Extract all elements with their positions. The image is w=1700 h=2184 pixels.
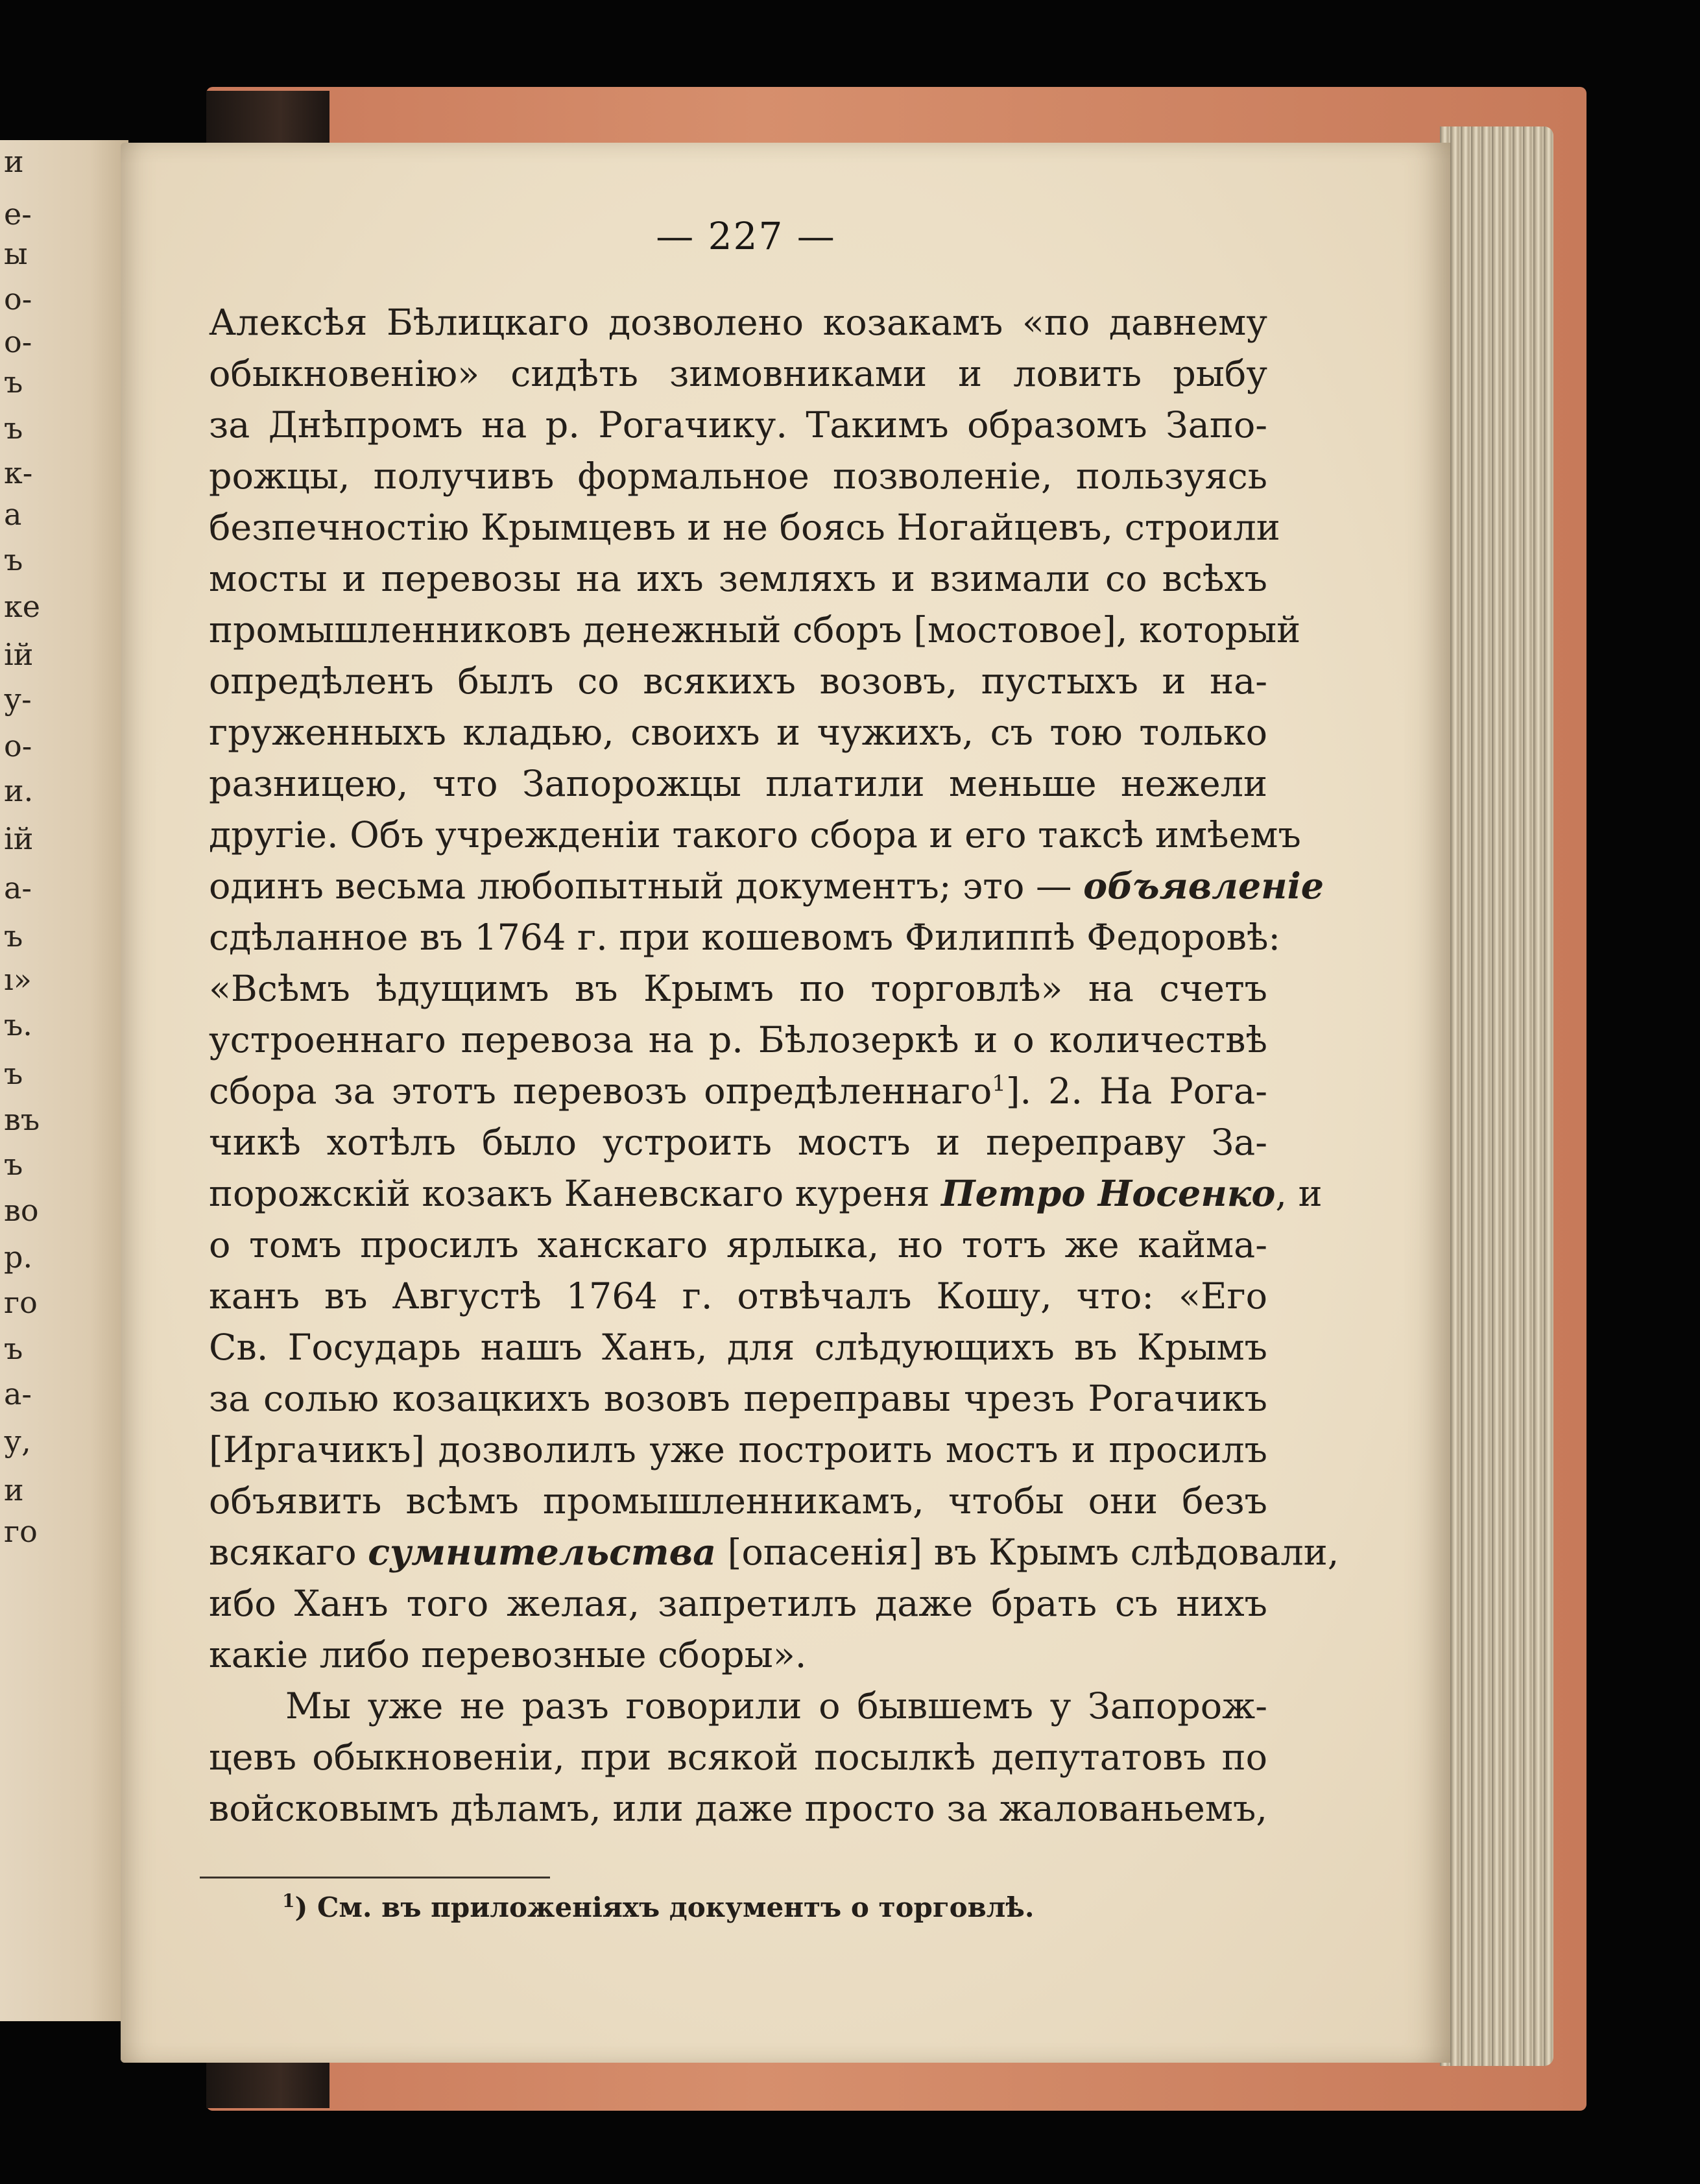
adjacent-left-page — [0, 140, 128, 2021]
footnote-mark: 1 — [282, 1890, 295, 1912]
left-page-text-fragment: ъ — [4, 918, 23, 954]
text-line: другіе. Объ учрежденіи такого сбора и его таксѣ имѣемъ — [209, 814, 1301, 856]
left-page-text-fragment: ı» — [4, 962, 32, 997]
left-page-text-fragment: ъ — [4, 1147, 23, 1182]
text-run: одинъ весьма любопытный документъ; это — — [209, 865, 1084, 907]
left-page-text-fragment: го — [4, 1285, 38, 1320]
text-line — [209, 1066, 1267, 1117]
left-page-text-fragment: а- — [4, 1376, 32, 1411]
text-line: цевъ обыкновеніи, при всякой посылкѣ депутатовъ по — [209, 1736, 1267, 1779]
text-run: ]. 2. На Рога- — [1005, 1070, 1268, 1112]
left-page-text-fragment: ъ — [4, 1056, 23, 1091]
left-page-text-fragment: го — [4, 1514, 38, 1549]
text-run: сбора за этотъ перевозъ опредѣленнаго — [209, 1070, 992, 1112]
left-page-text-fragment: о- — [4, 282, 32, 317]
text-line: какіе либо перевозные сборы». — [209, 1634, 807, 1676]
left-page-text-fragment: а- — [4, 870, 32, 906]
text-line: устроеннаго перевоза на р. Бѣлозеркѣ и о количествѣ — [209, 1019, 1267, 1061]
text-line: Св. Государь нашъ Ханъ, для слѣдующихъ въ Крымъ — [209, 1326, 1267, 1369]
emphasis-text: объявленіе — [1083, 865, 1324, 907]
left-page-text-fragment: въ — [4, 1102, 40, 1137]
left-page-text-fragment: р. — [4, 1240, 33, 1275]
left-page-text-fragment: к- — [4, 455, 33, 490]
left-page-text-fragment: ій — [4, 637, 34, 672]
text-run: [опасенія] въ Крымъ слѣдовали, — [716, 1531, 1339, 1574]
left-page-text-fragment: во — [4, 1193, 39, 1228]
text-line: рожцы, получивъ формальное позволеніе, пользуясь — [209, 455, 1267, 498]
text-line: о томъ просилъ ханскаго ярлыка, но тотъ же каймa- — [209, 1224, 1267, 1266]
left-page-text-fragment: и — [4, 144, 24, 179]
left-page-text-fragment: е- — [4, 197, 32, 232]
text-line: объявить всѣмъ промышленникамъ, чтобы они безъ — [209, 1480, 1267, 1522]
footnote-ref: 1 — [992, 1070, 1006, 1097]
left-page-text-fragment: ъ — [4, 411, 23, 446]
text-line: мосты и перевозы на ихъ земляхъ и взимали со всѣхъ — [209, 558, 1267, 600]
footnote — [282, 1885, 1190, 1930]
text-line: Мы уже не разъ говорили о бывшемъ у Запорож- — [285, 1685, 1267, 1727]
text-run: порожскій козакъ Каневскаго куреня — [209, 1173, 942, 1215]
emphasis-text: сумнительства — [368, 1531, 717, 1574]
text-line: опредѣленъ былъ со всякихъ возовъ, пустыхъ и на- — [209, 660, 1267, 702]
text-line: безпечностію Крымцевъ и не боясь Ногайцевъ, строили — [209, 507, 1280, 549]
left-page-text-fragment: о- — [4, 324, 32, 359]
text-line — [209, 1527, 1339, 1578]
body-text — [209, 297, 1339, 1834]
text-line: канъ въ Августѣ 1764 г. отвѣчалъ Кошу, что: «Его — [209, 1275, 1267, 1317]
left-page-text-fragment: ъ — [4, 365, 23, 400]
text-line: обыкновенію» сидѣть зимовниками и ловить рыбу — [209, 353, 1267, 395]
text-line: [Иргачикъ] дозволилъ уже построить мостъ и просилъ — [209, 1429, 1267, 1471]
text-line: Алексѣя Бѣлицкаго дозволено козакамъ «по давнему — [209, 302, 1267, 344]
text-line — [209, 861, 1324, 912]
emphasis-text: Петро Носенко — [941, 1173, 1276, 1215]
left-page-text-fragment: у, — [4, 1424, 31, 1459]
left-page-text-fragment: ій — [4, 821, 34, 856]
text-line: за Днѣпромъ на р. Рогачику. Такимъ образомъ Запо- — [209, 404, 1267, 446]
text-line: груженныхъ кладью, своихъ и чужихъ, съ тою только — [209, 712, 1267, 754]
footnote-rule — [200, 1877, 550, 1878]
text-line: за солью козацкихъ возовъ переправы чрезъ Рогачикъ — [209, 1378, 1267, 1420]
left-page-text-fragment: ъ — [4, 1331, 23, 1366]
left-page-text-fragment: ы — [4, 236, 28, 271]
left-page-text-fragment: ке — [4, 589, 40, 624]
text-line — [209, 1168, 1323, 1219]
page-block-edge — [1440, 126, 1553, 2066]
page-number: — 227 — — [656, 214, 836, 258]
left-page-text-fragment: ъ — [4, 542, 23, 577]
left-page-text-fragment: у- — [4, 682, 32, 717]
left-page-text-fragment: и — [4, 1472, 24, 1507]
text-line: чикѣ хотѣлъ было устроить мостъ и переправу За- — [209, 1122, 1267, 1164]
left-page-text-fragment: ъ. — [4, 1007, 32, 1042]
text-line: ибо Ханъ того желая, запретилъ даже брать съ нихъ — [209, 1583, 1267, 1625]
left-page-text-fragment: о- — [4, 728, 32, 763]
text-line: войсковымъ дѣламъ, или даже просто за жалованьемъ, — [209, 1788, 1267, 1830]
text-line: «Всѣмъ ѣдущимъ въ Крымъ по торговлѣ» на счетъ — [209, 968, 1267, 1010]
footnote-text: ) См. въ приложеніяхъ документъ о торговлѣ. — [294, 1891, 1035, 1923]
text-line: разницею, что Запорожцы платили меньше нежели — [209, 763, 1267, 805]
text-run: всякаго — [209, 1531, 368, 1574]
text-line: промышленниковъ денежный сборъ [мостовое], который — [209, 609, 1301, 651]
text-run: , и — [1275, 1173, 1323, 1215]
left-page-text-fragment: и. — [4, 773, 34, 808]
text-line: сдѣланное въ 1764 г. при кошевомъ Филиппѣ Федоровѣ: — [209, 917, 1281, 959]
left-page-text-fragment: а — [4, 497, 22, 532]
